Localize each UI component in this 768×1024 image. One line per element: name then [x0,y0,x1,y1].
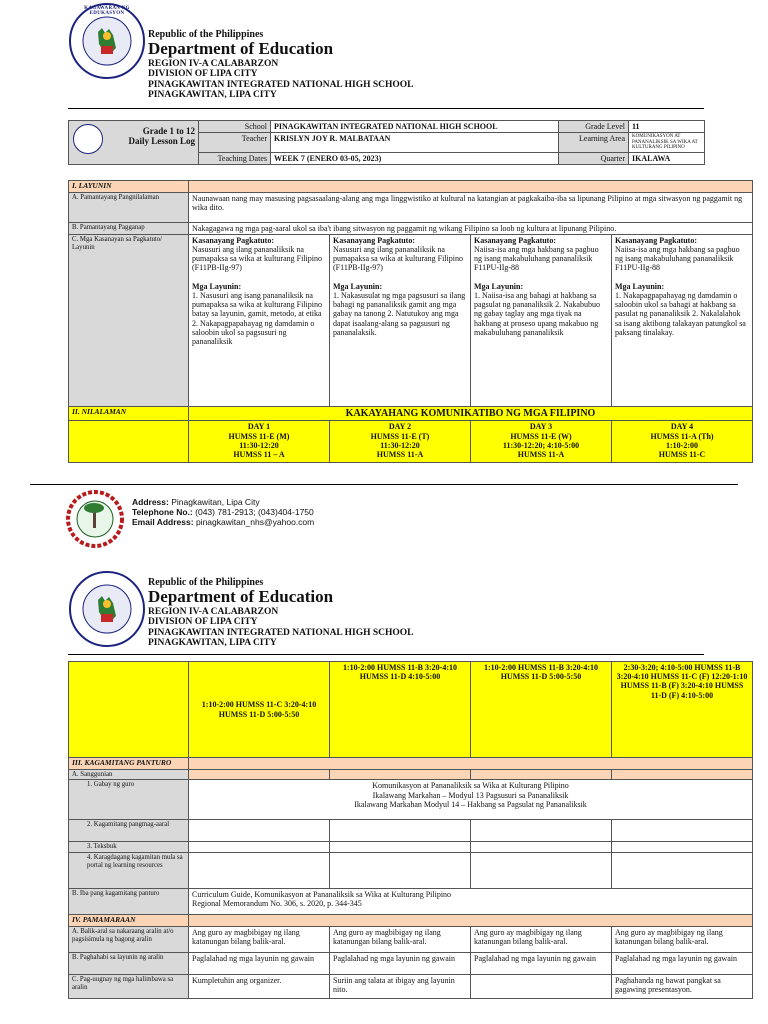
section-pamamaraan: IV. PAMAMARAAN [69,915,189,927]
paghahabi-day3: Paglalahad ng mga layunin ng gawain [471,952,612,974]
row-label-kasanayan: C. Mga Kasanayan sa Pagkatuto/ Layunin [69,234,189,406]
header-rule [68,108,704,109]
row-label-pag-uugnay: C. Pag-uugnay ng mga halimbawa sa aralin [69,974,189,998]
school-logo-icon [66,490,124,548]
info-title2: Daily Lesson Log [128,136,195,147]
row-label-teksbuk: 3. Teksbuk [69,842,189,853]
dates-value: WEEK 7 (ENERO 03-05, 2023) [271,152,559,164]
sched-day1: 1:10-2:00 HUMSS 11-C 3:20-4:10 HUMSS 11-D 5:00-5:50 [189,662,330,758]
lesson-table-1 [68,180,753,463]
city-line: PINAGKAWITAN, LIPA CITY [148,90,277,100]
school-value: PINAGKAWITAN INTEGRATED NATIONAL HIGH SCHOOL [271,121,559,133]
grade-value: 11 [629,121,705,133]
school-line: PINAGKAWITAN INTEGRATED NATIONAL HIGH SCHOOL [148,79,414,90]
email-value: pinagkawitan_nhs@yahoo.com [195,517,315,528]
grade-label: Grade Level [559,121,629,133]
kasanayan-day1: Kasanayang Pagkatuto: Nasusuri ang ilang pananaliksik na pumapaksa sa wika at kulturang Filipino (F11PB-IIg-97) Mga Layunin: 1. Nasusuri ang isang pananaliksik na pumapaksa sa wika at kulturang Filipino batay sa layunin, gamit, metodo, at etika 2. Nakapagpapahayag ng damdamin o saloobin ukol sa pagsusuri ng pananaliksik [189,234,330,406]
division-line: DIVISION OF LIPA CITY [148,69,258,80]
row-label-kagamitang: 2. Kagamitang pangmag-aaral [69,820,189,842]
row-label-iba-pang: B. Iba pang kagamitang panturo [69,889,189,915]
day2-schedule: DAY 2 HUMSS 11-E (T) 11:30-12:20 HUMSS 11-A [330,421,471,463]
header-rule-2 [68,654,704,655]
pag-uugnay-day3 [471,974,612,998]
region-line: REGION IV-A CALABARZON [148,58,279,69]
paghahabi-day2: Paglalahad ng mga layunin ng gawain [330,952,471,974]
republic-line: Republic of the Philippines [148,29,264,40]
pagganap-text: Nakagagawa ng mga pag-aaral ukol sa iba't ibang sitwasyon ng paggamit ng wikang Filipino sa loob ng kultura at lipunang Pilipino. [189,222,753,234]
deped-seal-2 [68,570,146,648]
row-label-sanggunian: A. Sanggunian [69,769,189,780]
quarter-value: IKALAWA [629,152,705,164]
email-label: Email Address: [132,517,194,528]
row-label-pagganap: B. Pamantayang Pagganap [69,222,189,234]
row-label-karagdagang: 4. Karagdagang kagamitan mula sa portal ng learning resources [69,853,189,889]
sched-day4: 2:30-3:20; 4:10-5:00 HUMSS 11-B 3:20-4:10 HUMSS 11-C (F) 12:20-1:10 HUMSS 11-B (F) 3:20-4:10 HUMSS 11-D (F) 4:10-5:00 [612,662,753,758]
footer-rule [30,484,738,485]
kasanayan-day3: Kasanayang Pagkatuto: Naiisa-isa ang mga hakbang sa pagbuo ng isang makabuluhang pananaliksik F11PU-IIg-88 Mga Layunin: 1. Naiisa-isa ang bahagi at hakbang sa pagsulat ng pananaliksik 2. Nakabubuo ng gabay taglay ang mga tiyak na hakbang at proseso upang makabuo ng makabuluhang pananaliksik [471,234,612,406]
area-value: KOMUNIKASYON AT PANANALIKSIK SA WIKA AT KULTURANG PILIPINO [629,133,705,153]
day4-schedule: DAY 4 HUMSS 11-A (Th) 1:10-2:00 HUMSS 11-C [612,421,753,463]
kasanayan-day4: Kasanayang Pagkatuto: Naiisa-isa ang mga hakbang sa pagbuo ng isang makabuluhang pananaliksik F11PU-IIg-88 Mga Layunin: 1. Nakapagpapahayag ng damdamin o saloobin ukol sa bahagi at hakbang sa pasulat ng pananaliksik 2. Nakalalahok sa isang aktibong talakayan patungkol sa paksang tinalakay. [612,234,753,406]
day1-schedule: DAY 1 HUMSS 11-E (M) 11:30-12:20 HUMSS 11 – A [189,421,330,463]
city-line-2: PINAGKAWITAN, LIPA CITY [148,638,277,648]
section-kagamitan: III. KAGAMITANG PANTURO [69,758,189,770]
sched-day3: 1:10-2:00 HUMSS 11-B 3:20-4:10 HUMSS 11-D 5:00-5:50 [471,662,612,758]
phone-label: Telephone No.: [132,507,193,518]
section-layunin: I. LAYUNIN [69,181,189,193]
republic-line-2: Republic of the Philippines [148,577,264,588]
row-label-gabay: 1. Gabay ng guro [69,780,189,820]
balik-aral-day2: Ang guro ay magbibigay ng ilang katanungan bilang balik-aral. [330,926,471,952]
row-label-paghahabi: B. Paghahabi sa layunin ng aralin [69,952,189,974]
dates-label: Teaching Dates [199,152,271,164]
info-table [68,120,705,165]
paghahabi-day1: Paglalahad ng mga layunin ng gawain [189,952,330,974]
department-title: Department of Education [148,39,334,58]
phone-value: (043) 781-2913; (043)404-1750 [195,507,314,518]
address-label: Address: [132,497,169,507]
info-title-cell [69,121,199,165]
kasanayan-day2: Kasanayang Pagkatuto: Nasusuri ang ilang pananaliksik na pumapaksa sa wika at kulturang Filipino (F11PB-IIg-97) Mga Layunin: 1. Nakasusulat ng mga pagsusuri sa ilang bahagi ng pananaliksik gamit ang mga gabay na tanong 2. Natutukoy ang mga dapat isaalang-alang sa pagsusuri ng pananalaksik. [330,234,471,406]
pag-uugnay-day2: Suriin ang talata at ibigay ang layunin nito. [330,974,471,998]
row-label-pangnilalaman: A. Pamantayang Pangnilalaman [69,192,189,222]
division-line-2: DIVISION OF LIPA CITY [148,617,258,628]
iba-pang-text: Curriculum Guide, Komunikasyon at Pananaliksik sa Wika at Kulturang Pilipino Regional Memorandum No. 306, s. 2020, p. 344-345 [189,889,753,915]
department-title-2: Department of Education [148,587,334,606]
lesson-table-2 [68,661,753,999]
balik-aral-day3: Ang guro ay magbibigay ng ilang katanungan bilang balik-aral. [471,926,612,952]
gabay-text: Komunikasyon at Pananaliksik sa Wika at Kulturang Pilipino Ikalawang Markahan – Modyul 13 Pagsusuri sa Pananaliksik Ikalawang Markahan Modyul 14 – Hakbang sa Pagsulat ng Pananaliksik [189,780,753,820]
seal-lettering: KAGAWARAN NG EDUKASYON [84,6,130,16]
sched-day2: 1:10-2:00 HUMSS 11-B 3:20-4:10 HUMSS 11-D 4:10-5:00 [330,662,471,758]
teacher-label: Teacher [199,133,271,153]
small-seal-icon [73,124,103,154]
day3-schedule: DAY 3 HUMSS 11-E (W) 11:30-12:20; 4:10-5:00 HUMSS 11-A [471,421,612,463]
section-nilalaman: II. NILALAMAN [69,406,189,421]
row-label-balik-aral: A. Balik-aral sa nakaraang aralin at/o pagsisimula ng bagong aralin [69,926,189,952]
area-label: Learning Area [559,133,629,153]
quarter-label: Quarter [559,152,629,164]
school-label: School [199,121,271,133]
address-value: Pinagkawitan, Lipa City [171,497,260,507]
paghahabi-day4: Paglalahad ng mga layunin ng gawain [612,952,753,974]
teacher-value: KRISLYN JOY R. MALBATAAN [271,133,559,153]
balik-aral-day1: Ang guro ay magbibigay ng ilang katanungan bilang balik-aral. [189,926,330,952]
school-line-2: PINAGKAWITAN INTEGRATED NATIONAL HIGH SCHOOL [148,627,414,638]
region-line-2: REGION IV-A CALABARZON [148,606,279,617]
content-title: KAKAYAHANG KOMUNIKATIBO NG MGA FILIPINO [189,406,753,421]
balik-aral-day4: Ang guro ay magbibigay ng ilang katanungan bilang balik-aral. [612,926,753,952]
pag-uugnay-day1: Kumpletuhin ang organizer. [189,974,330,998]
info-title1: Grade 1 to 12 [142,126,195,136]
pangnilalaman-text: Naunawaan nang may masusing pagsasaalang-alang ang mga linggwistiko at kultural na katangian at pagkakaiba-iba sa lipunang Pilipino at mga sitwasyon ng paggamit ng wika dito. [189,192,753,222]
pag-uugnay-day4: Paghahanda ng bawat pangkat sa gagawing presentasyon. [612,974,753,998]
